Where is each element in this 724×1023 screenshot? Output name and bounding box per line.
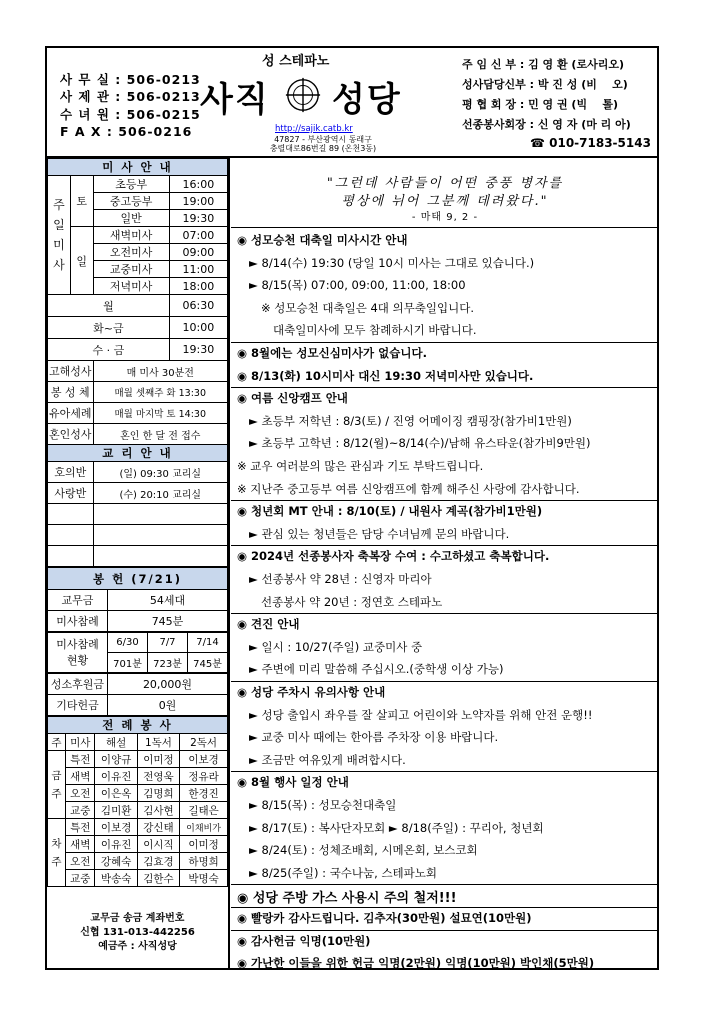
- staff-assistant: 성사담당신부 : 박 진 성 (비 오): [462, 78, 628, 91]
- notice-heading: ◉ 가난한 이들을 위한 헌금 익명(2만원) 익명(10만원) 박인채(5만원): [237, 956, 595, 971]
- sacrament-label: 유아세례: [48, 403, 94, 424]
- sacrament-time: 매월 마지막 토 14:30: [93, 403, 227, 424]
- notice-item: ► 성당 출입시 좌우를 잘 살피고 어린이와 노약자를 위해 안전 운행!!: [249, 707, 593, 722]
- weekday-label: 수 · 금: [48, 339, 170, 361]
- liturgy-cell: 길태은: [180, 802, 228, 819]
- phone-number: ☎ 010-7183-5143: [530, 136, 651, 150]
- scripture-quote: [231, 158, 659, 228]
- liturgy-cell: 김효경: [137, 853, 179, 870]
- left-column: [47, 158, 228, 887]
- notice-separator: [231, 545, 659, 546]
- liturgy-cell: 강신태: [137, 819, 179, 836]
- liturgy-cell: 이보경: [95, 819, 137, 836]
- trend-label: 미사참례 현황: [48, 633, 108, 673]
- liturgy-cell: 김한수: [137, 870, 179, 887]
- donation-label: 기타헌금: [48, 695, 108, 716]
- notice-item: ► 8/15(목) 07:00, 09:00, 11:00, 18:00: [249, 278, 466, 293]
- notice-item: 대축일미사에 모두 참례하시기 바랍니다.: [273, 323, 477, 338]
- sunday-label: 일: [70, 227, 93, 295]
- class-name: 사랑반: [48, 483, 94, 504]
- column-divider: [228, 158, 230, 970]
- mass-time: 19:30: [169, 210, 227, 227]
- mass-time: 16:00: [169, 176, 227, 193]
- notice-heading: ◉ 빨랑카 감사드립니다. 김추자(30만원) 설묘연(10만원): [237, 911, 532, 925]
- empty-cell: [48, 504, 94, 525]
- notice-item: ► 8/14(수) 19:30 (당일 10시 미사는 그대로 있습니다.): [249, 255, 535, 270]
- liturgy-cell: 이보경: [180, 751, 228, 768]
- mass-time: 07:00: [169, 227, 227, 244]
- this-week-label: 금주: [48, 751, 66, 819]
- liturgy-cell: 이채비가: [180, 819, 228, 836]
- donation-table: [47, 673, 228, 716]
- empty-cell: [48, 546, 94, 567]
- sacrament-label: 봉 성 체: [48, 382, 94, 403]
- title-left: 사직: [200, 80, 270, 120]
- notice-heading: ◉ 8/13(화) 10시미사 대신 19:30 저녁미사만 있습니다.: [237, 368, 534, 383]
- offering-value: 745분: [108, 611, 228, 632]
- liturgy-cell: 정유라: [180, 768, 228, 785]
- notice-separator: [231, 387, 659, 388]
- offering-table: [47, 567, 228, 632]
- attendance-trend-table: [47, 632, 228, 673]
- offering-label: 미사참례: [48, 611, 108, 632]
- liturgy-cell: 이시직: [137, 836, 179, 853]
- sacrament-label: 혼인성사: [48, 424, 94, 445]
- notice-heading: ◉ 감사헌금 익명(10만원): [237, 933, 371, 948]
- offering-value: 54세대: [108, 590, 228, 611]
- mass-name: 저녁미사: [93, 278, 169, 295]
- liturgy-cell: 이미정: [180, 836, 228, 853]
- notice-heading: ◉ 청년회 MT 안내 : 8/10(토) / 내원사 계곡(참가비1만원): [237, 504, 543, 519]
- notice-item: ► 8/15(목) : 성모승천대축일: [249, 798, 397, 812]
- trend-count: 723분: [148, 653, 188, 673]
- trend-count: 745분: [188, 653, 228, 673]
- liturgy-header: 1독서: [137, 734, 179, 751]
- sacrament-time: 매월 셋째주 화 13:30: [93, 382, 227, 403]
- quote-line2: 평상에 뉘어 그분께 데려왔다.": [341, 194, 549, 209]
- notice-item: ► 조금만 여유있게 배려합시다.: [249, 752, 406, 767]
- liturgy-cell: 특전: [66, 819, 95, 836]
- quote-line1: "그런데 사람들이 어떤 중풍 병자를: [326, 176, 564, 191]
- sacrament-time: 매 미사 30분전: [93, 361, 227, 382]
- mass-time: 09:00: [169, 244, 227, 261]
- contact-convent: 수 녀 원 : 506-0215: [60, 107, 201, 122]
- quote-reference: - 마태 9, 2 -: [411, 212, 479, 223]
- liturgy-cell: 이미정: [137, 751, 179, 768]
- liturgy-cell: 새벽: [66, 768, 95, 785]
- notice-item: ► 관심 있는 청년들은 담당 수녀님께 문의 바랍니다.: [249, 526, 510, 541]
- trend-count: 701분: [108, 653, 148, 673]
- mass-name: 오전미사: [93, 244, 169, 261]
- saturday-label: 토: [70, 176, 93, 227]
- notice-heading: ◉ 성모승천 대축일 미사시간 안내: [237, 233, 408, 247]
- offering-label: 교무금: [48, 590, 108, 611]
- bank-account: 교무금 송금 계좌번호 신협 131-013-442256 예금주 : 사직성당: [80, 913, 195, 952]
- liturgy-cell: 특전: [66, 751, 95, 768]
- notice-heading: ◉ 8월 행사 일정 안내: [237, 775, 349, 790]
- notice-item: ► 8/25(주일) : 국수나눔, 스테파노회: [249, 865, 437, 880]
- liturgy-table: [47, 716, 228, 887]
- title-right: 성당: [332, 80, 402, 120]
- liturgy-cell: 김명희: [137, 785, 179, 802]
- liturgy-cell: 전영욱: [137, 768, 179, 785]
- sacrament-label: 고해성사: [48, 361, 94, 382]
- liturgy-cell: 이양규: [95, 751, 137, 768]
- donation-label: 성소후원금: [48, 674, 108, 695]
- mass-time: 18:00: [169, 278, 227, 295]
- notice-item: ※ 지난주 중고등부 여름 신앙캠프에 함께 해주신 사랑에 감사합니다.: [237, 481, 580, 496]
- mass-name: 초등부: [93, 176, 169, 193]
- mass-name: 교중미사: [93, 261, 169, 278]
- weekday-time: 19:30: [169, 339, 227, 361]
- trend-date: 7/7: [148, 633, 188, 653]
- edu-section-title: 교 리 안 내: [48, 445, 228, 462]
- liturgy-cell: 김사현: [137, 802, 179, 819]
- liturgy-cell: 새벽: [66, 836, 95, 853]
- mass-time: 11:00: [169, 261, 227, 278]
- liturgy-header: 2독서: [180, 734, 228, 751]
- trend-date: 7/14: [188, 633, 228, 653]
- liturgy-header: 미사: [66, 734, 95, 751]
- liturgy-cell: 박송숙: [95, 870, 137, 887]
- notice-item: ► 8/24(토) : 성체조배회, 시메온회, 보스코회: [249, 843, 478, 858]
- liturgy-header: 주: [48, 734, 66, 751]
- notice-item: ► 초등부 저학년 : 8/3(토) / 진영 어메이징 캠핑장(참가비1만원): [249, 413, 572, 428]
- offering-section-title: 봉 헌 (7/21): [48, 568, 228, 590]
- notice-separator: [231, 681, 659, 682]
- contact-office: 사 무 실 : 506-0213: [60, 72, 201, 87]
- contact-fax: F A X : 506-0216: [60, 124, 193, 139]
- mass-section-title: 미 사 안 내: [48, 159, 228, 176]
- weekday-label: 화~금: [48, 317, 170, 339]
- empty-cell: [93, 525, 227, 546]
- notice-item: 선종봉사 약 20년 : 정연호 스테파노: [261, 594, 443, 609]
- weekday-time: 06:30: [169, 295, 227, 317]
- liturgy-cell: 한경진: [180, 785, 228, 802]
- staff-funeral: 선종봉사회장 : 신 영 자 (마 리 아): [462, 118, 631, 131]
- liturgy-section-title: 전 례 봉 사: [48, 717, 228, 734]
- notice-heading: ◉ 성당 주방 가스 사용시 주의 철저!!!: [237, 891, 457, 907]
- liturgy-cell: 강혜숙: [95, 853, 137, 870]
- notice-heading: ◉ 견진 안내: [237, 617, 300, 632]
- notice-item: ※ 성모승천 대축일은 4대 의무축일입니다.: [261, 300, 474, 315]
- notice-heading: ◉ 8월에는 성모신심미사가 없습니다.: [237, 346, 427, 360]
- mass-table: [47, 158, 228, 567]
- liturgy-cell: 하명희: [180, 853, 228, 870]
- mass-name: 새벽미사: [93, 227, 169, 244]
- notice-separator: [231, 930, 659, 931]
- notice-separator: [231, 884, 659, 885]
- mass-name: 일반: [93, 210, 169, 227]
- sunday-mass-label: 주일미사: [48, 176, 71, 295]
- class-name: 호의반: [48, 462, 94, 483]
- notice-item: ► 주변에 미리 말씀해 주십시오.(중학생 이상 가능): [249, 662, 504, 677]
- notice-item: ※ 교우 여러분의 많은 관심과 기도 부탁드립니다.: [237, 459, 484, 473]
- liturgy-cell: 이유진: [95, 836, 137, 853]
- liturgy-cell: 오전: [66, 785, 95, 802]
- notice-separator: [231, 500, 659, 501]
- liturgy-cell: 김미환: [95, 802, 137, 819]
- notice-separator: [231, 771, 659, 772]
- liturgy-cell: 박명숙: [180, 870, 228, 887]
- notice-item: ► 8/17(토) : 복사단자모회 ► 8/18(주일) : 꾸리아, 청년회: [249, 820, 544, 835]
- weekday-label: 월: [48, 295, 170, 317]
- next-week-label: 차주: [48, 819, 66, 887]
- notice-item: ► 초등부 고학년 : 8/12(월)~8/14(수)/남해 유스타운(참가비9만원): [249, 436, 591, 451]
- notice-item: ► 일시 : 10/27(주일) 교중미사 중: [249, 639, 423, 654]
- liturgy-cell: 이유진: [95, 768, 137, 785]
- empty-cell: [93, 504, 227, 525]
- staff-council: 평 협 회 장 : 민 영 권 (빅 톨): [462, 98, 619, 111]
- notice-heading: ◉ 여름 신앙캠프 안내: [237, 391, 348, 406]
- notice-separator: [231, 907, 659, 908]
- trend-date: 6/30: [108, 633, 148, 653]
- notice-separator: [231, 613, 659, 614]
- empty-cell: [93, 546, 227, 567]
- sacrament-time: 혼인 한 달 전 접수: [93, 424, 227, 445]
- weekday-time: 10:00: [169, 317, 227, 339]
- class-time: (일) 09:30 교리실: [93, 462, 227, 483]
- notice-item: ► 선종봉사 약 28년 : 신영자 마리아: [249, 572, 432, 586]
- liturgy-cell: 오전: [66, 853, 95, 870]
- parish-patron: 성 스테파노: [262, 54, 330, 69]
- empty-cell: [48, 525, 94, 546]
- contact-rectory: 사 제 관 : 506-0213: [60, 89, 201, 104]
- notice-separator: [231, 342, 659, 343]
- address: 47827 - 부산광역시 동래구 충렬대로86번길 89 (온천3동): [269, 135, 377, 153]
- church-logo-icon: [284, 76, 322, 114]
- notice-heading: ◉ 2024년 선종봉사자 축복장 수여 : 수고하셨고 축복합니다.: [237, 549, 550, 564]
- mass-time: 19:00: [169, 193, 227, 210]
- staff-pastor: 주 임 신 부 : 김 영 환 (로사리오): [462, 58, 624, 71]
- liturgy-cell: 교중: [66, 870, 95, 887]
- notice-heading: ◉ 성당 주차시 유의사항 안내: [237, 685, 386, 699]
- class-time: (수) 20:10 교리실: [93, 483, 227, 504]
- mass-name: 중고등부: [93, 193, 169, 210]
- donation-value: 20,000원: [108, 674, 228, 695]
- website-link[interactable]: http://sajik.catb.kr: [275, 124, 353, 134]
- liturgy-cell: 이은옥: [95, 785, 137, 802]
- donation-value: 0원: [108, 695, 228, 716]
- notice-item: ► 교중 미사 때에는 한아름 주차장 이용 바랍니다.: [249, 730, 499, 745]
- liturgy-header: 해설: [95, 734, 137, 751]
- liturgy-cell: 교중: [66, 802, 95, 819]
